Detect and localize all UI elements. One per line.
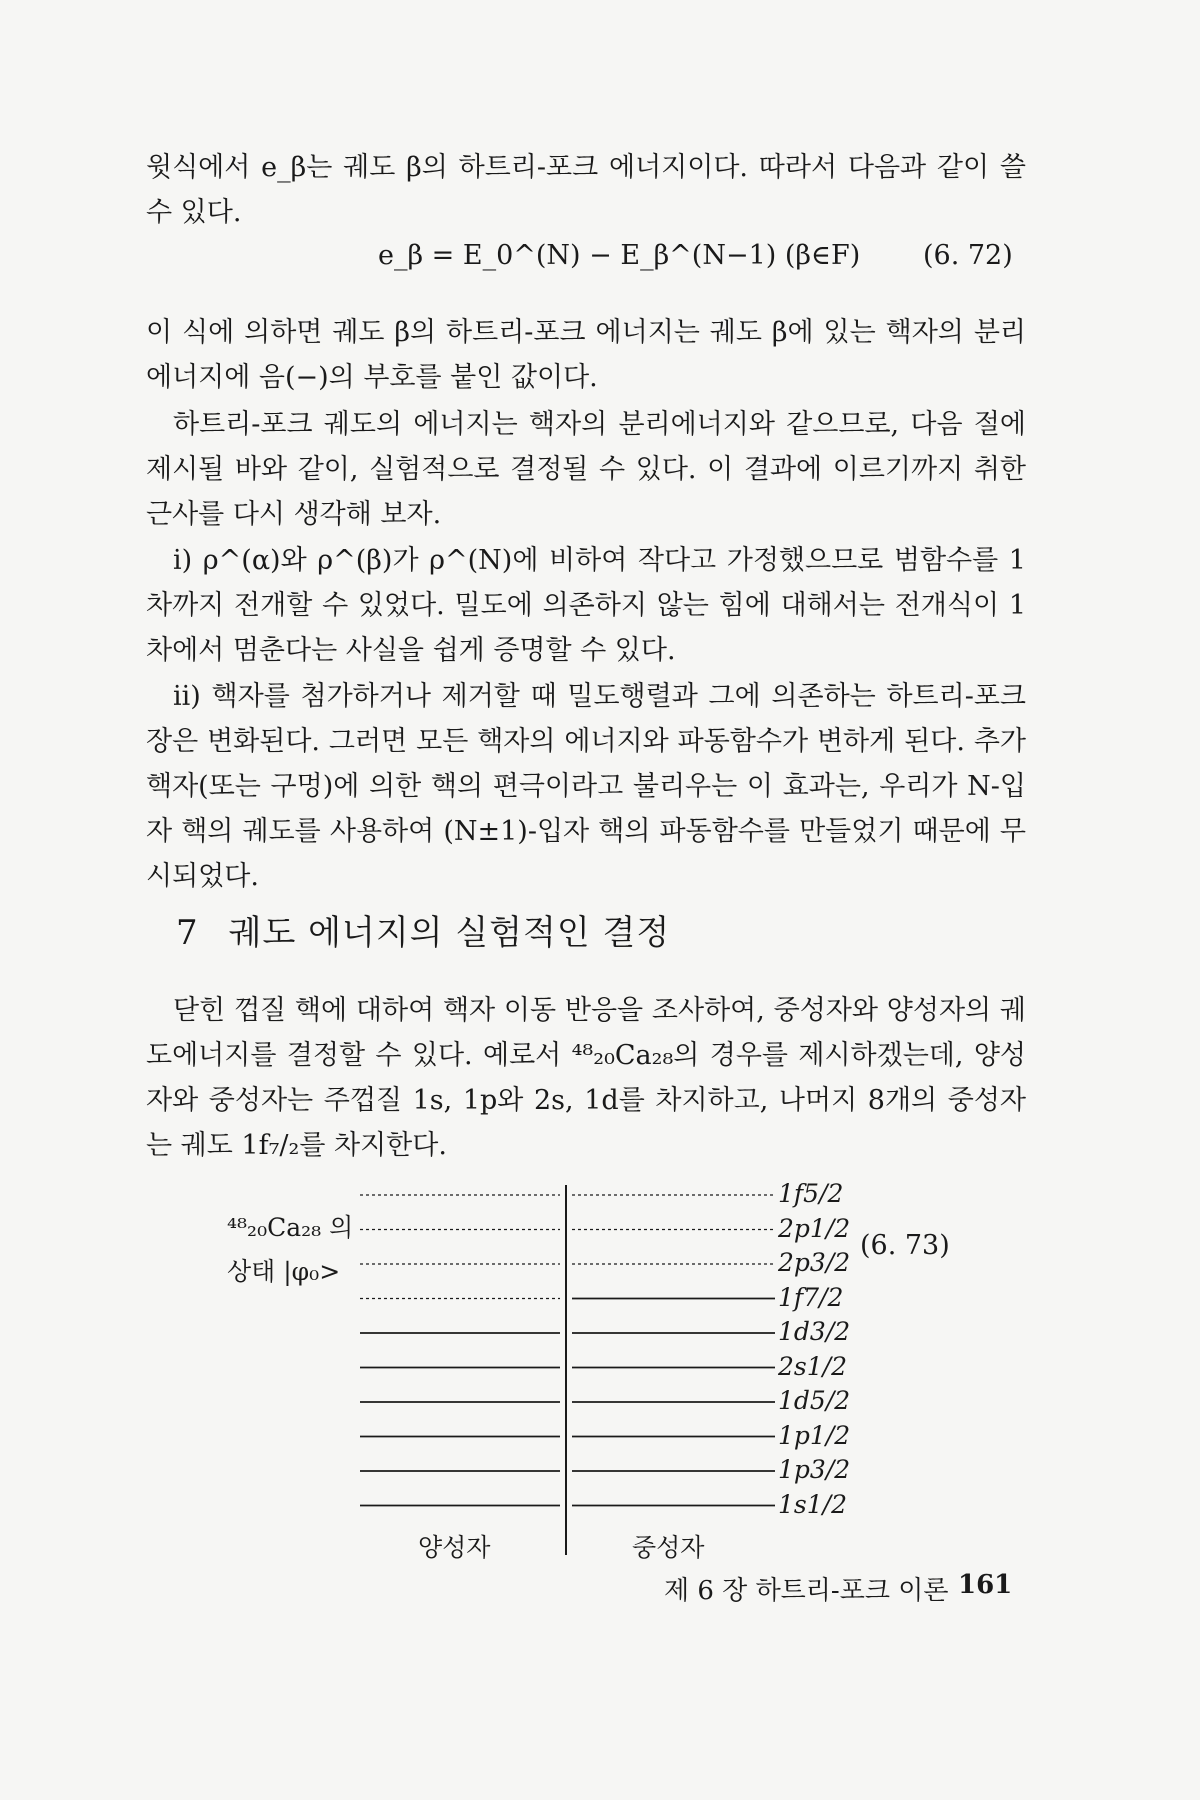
paragraph-6	[146, 988, 1026, 1168]
paragraph-6-text: 닫힌 껍질 핵에 대하여 핵자 이동 반응을 조사하여, 중성자와 양성자의 궤도에너지를 결정할 수 있다. 예로서 ⁴⁸₂₀Ca₂₈의 경우를 제시하겠는데, 양성자와 중성자는 주껍질 1s, 1p와 2s, 1d를 차지하고, 나머지 8개의 중성자는 궤도 1f₇/₂를 차지한다.	[146, 995, 1026, 1161]
paragraph-4-text: i) ρ^(α)와 ρ^(β)가 ρ^(N)에 비하여 작다고 가정했으므로 범함수를 1차까지 전개할 수 있었다. 밀도에 의존하지 않는 힘에 대해서는 전개식이 1차에서 멈춘다는 사실을 쉽게 증명할 수 있다.	[146, 545, 1026, 666]
level-label: 1f5/2	[778, 1179, 844, 1208]
equation-6-72: e_β = E_0^(N) − E_β^(N−1) (β∈F)	[378, 240, 861, 271]
level-label: 2p1/2	[778, 1213, 851, 1243]
level-label: 1p3/2	[778, 1455, 851, 1484]
level-label: 1f7/2	[778, 1282, 844, 1312]
paragraph-2-text: 이 식에 의하면 궤도 β의 하트리-포크 에너지는 궤도 β에 있는 핵자의 분리 에너지에 음(−)의 부호를 붙인 값이다.	[146, 317, 1026, 393]
section-title: 궤도 에너지의 실험적인 결정	[228, 913, 671, 953]
state-label-nucleus: ⁴⁸₂₀Ca₂₈ 의	[227, 1213, 354, 1242]
level-label: 1s1/2	[778, 1489, 847, 1519]
level-label: 2p3/2	[778, 1248, 851, 1277]
paragraph-5	[146, 674, 1026, 899]
section-heading	[176, 905, 670, 954]
equation-6-72-number: (6. 72)	[923, 240, 1013, 271]
level-label: 1d5/2	[778, 1386, 851, 1415]
paragraph-3-text: 하트리-포크 궤도의 에너지는 핵자의 분리에너지와 같으므로, 다음 절에 제시될 바와 같이, 실험적으로 결정될 수 있다. 이 결과에 이르기까지 취한 근사를 다시 생각해 보자.	[146, 409, 1026, 530]
neutron-label: 중성자	[632, 1533, 705, 1562]
paragraph-5-text: ii) 핵자를 첨가하거나 제거할 때 밀도행렬과 그에 의존하는 하트리-포크 장은 변화된다. 그러면 모든 핵자의 에너지와 파동함수가 변하게 된다. 추가 핵자(또는 구멍)에 의한 핵의 편극이라고 불리우는 이 효과는, 우리가 N-입자 핵의 궤도를 사용하여 (N±1)-입자 핵의 파동함수를 만들었기 때문에 무시되었다.	[146, 681, 1026, 892]
paragraph-3	[146, 402, 1026, 537]
paragraph-2	[146, 310, 1026, 400]
level-label: 1p1/2	[778, 1420, 851, 1450]
section-number: 7	[176, 913, 199, 953]
footer-chapter: 제 6 장 하트리-포크 이론	[664, 1576, 949, 1606]
footer-page-number: 161	[958, 1570, 1013, 1600]
level-label: 2s1/2	[778, 1351, 847, 1381]
state-label-ket: 상태 |φ₀>	[227, 1257, 341, 1286]
paragraph-1	[146, 145, 1026, 235]
proton-label: 양성자	[418, 1533, 491, 1562]
paragraph-1-text: 윗식에서 e_β는 궤도 β의 하트리-포크 에너지이다. 따라서 다음과 같이 쓸 수 있다.	[146, 152, 1026, 228]
equation-6-73-number: (6. 73)	[860, 1230, 950, 1261]
paragraph-4	[146, 538, 1026, 673]
level-label: 1d3/2	[778, 1317, 851, 1346]
